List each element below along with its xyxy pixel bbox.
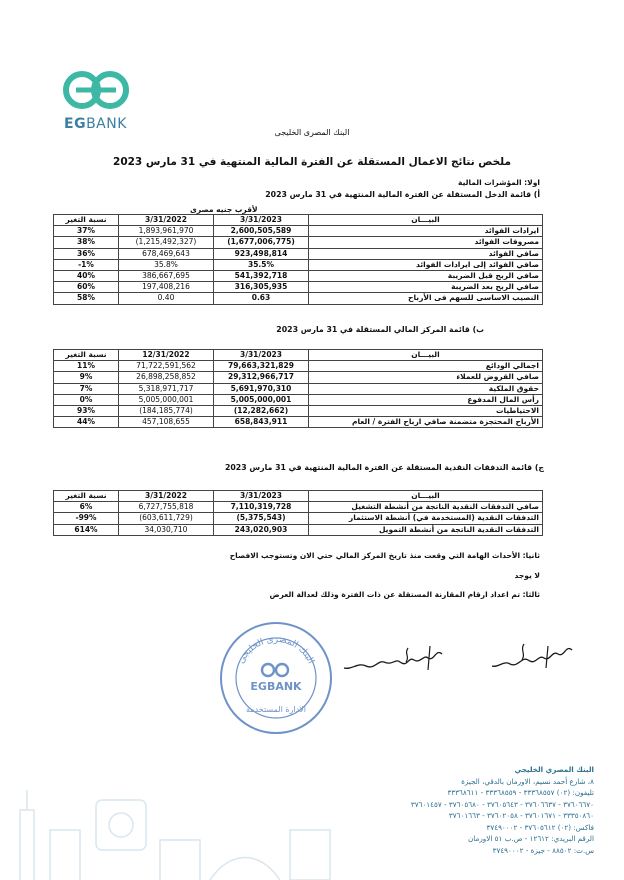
table-row: [54, 383, 543, 394]
cell-cur: 923,498,814: [214, 248, 309, 259]
cell-cur: 316,305,935: [214, 282, 309, 293]
cell-prev: (603,611,729): [119, 513, 214, 524]
cell-prev: 197,408,216: [119, 282, 214, 293]
cell-prev: 386,667,695: [119, 270, 214, 281]
cell-prev: 35.8%: [119, 259, 214, 270]
cell-prev: 71,722,591,562: [119, 361, 214, 372]
col-cur: 3/31/2023: [214, 350, 309, 361]
cell-cur: 243,020,903: [214, 524, 309, 535]
cell-label: التدفقات النقدية الناتجة من أنشطة التمويل: [309, 524, 543, 535]
cell-label: اجمالي الودائع: [309, 361, 543, 372]
cell-change: 614%: [54, 524, 119, 535]
table-row: [54, 502, 543, 513]
col-label: البيـــان: [309, 491, 543, 502]
cell-cur: (12,282,662): [214, 405, 309, 416]
cash-flow-table: [53, 490, 543, 536]
income-statement-table: [53, 214, 543, 305]
cell-change: 7%: [54, 383, 119, 394]
bank-name: البنك المصرى الخليجى: [274, 128, 350, 137]
cell-prev: 1,893,961,970: [119, 226, 214, 237]
table-row: [54, 270, 543, 281]
cell-label: رأس المال المدفوع: [309, 394, 543, 405]
col-prev: 12/31/2022: [119, 350, 214, 361]
cell-cur: (1,677,006,775): [214, 237, 309, 248]
footer-line: س.ت: ٨٨٥٠٢ - جيزة - ٣٧٤٩٠٠٠٢: [492, 845, 594, 855]
table-row: [54, 293, 543, 304]
cell-change: -1%: [54, 259, 119, 270]
cell-label: ايرادات الفوائد: [309, 226, 543, 237]
cell-cur: (5,375,543): [214, 513, 309, 524]
cell-label: النصيب الاساسى للسهم فى الأرباح: [309, 293, 543, 304]
col-prev: 3/31/2022: [119, 215, 214, 226]
cell-change: 60%: [54, 282, 119, 293]
note-none: لا يوجد: [514, 571, 540, 580]
stamp-brand: EGBANK: [250, 680, 302, 693]
col-label: البيـــان: [309, 215, 543, 226]
cell-prev: 0.40: [119, 293, 214, 304]
balance-sheet-table: [53, 349, 543, 428]
table-header-row: [54, 215, 543, 226]
note-second: ثانيا: الأحداث الهامة التي وقعت منذ تاريخ المركز المالي حتي الان وتستوجب الافصاح: [229, 551, 540, 560]
cell-change: 6%: [54, 502, 119, 513]
cell-label: حقوق الملكية: [309, 383, 543, 394]
cell-label: التدفقات النقدية (المستخدمة في) أنشطة الاستثمار: [309, 513, 543, 524]
cell-prev: (184,185,774): [119, 405, 214, 416]
cell-change: 58%: [54, 293, 119, 304]
table-row: [54, 524, 543, 535]
table-row: [54, 372, 543, 383]
cell-cur: 35.5%: [214, 259, 309, 270]
table-row: [54, 282, 543, 293]
cell-change: 40%: [54, 270, 119, 281]
note-third: ثالثا: تم اعداد ارقام المقارنة المستقلة عن ذات الفترة وذلك لعدالة العرض: [269, 590, 540, 599]
col-label: البيـــان: [309, 350, 543, 361]
footer-address: [234, 764, 594, 856]
cell-change: 36%: [54, 248, 119, 259]
cell-label: صافي التدفقات النقدية الناتجة من أنشطة التشغيل: [309, 502, 543, 513]
cell-prev: 5,005,000,001: [119, 394, 214, 405]
footer-line: البنك المصري الخليجي: [514, 765, 594, 774]
table-row: [54, 417, 543, 428]
table-header-row: [54, 491, 543, 502]
table-row: [54, 405, 543, 416]
cell-prev: 34,030,710: [119, 524, 214, 535]
table-row: [54, 237, 543, 248]
table-row: [54, 361, 543, 372]
cell-change: 11%: [54, 361, 119, 372]
cell-cur: 29,312,966,717: [214, 372, 309, 383]
section1-subheading: أ) قائمة الدخل المستقلة عن الفترة المالية المنتهية في 31 مارس 2023: [265, 190, 540, 199]
section2-subheading: ب) قائمة المركز المالي المستقلة في 31 مارس 2023: [276, 325, 484, 334]
cell-label: صافي القروض للعملاء: [309, 372, 543, 383]
cell-label: صافي الفوائد: [309, 248, 543, 259]
cell-cur: 5,691,970,310: [214, 383, 309, 394]
table-header-row: [54, 350, 543, 361]
cell-label: صافي الربح قبل الضريبة: [309, 270, 543, 281]
cell-change: 93%: [54, 405, 119, 416]
table-row: [54, 248, 543, 259]
col-change: نسبة التغير: [54, 350, 119, 361]
signature-2: [488, 640, 578, 676]
cell-prev: (1,215,492,327): [119, 237, 214, 248]
cell-change: -99%: [54, 513, 119, 524]
cell-label: صافي الربح بعد الضريبة: [309, 282, 543, 293]
col-change: نسبة التغير: [54, 215, 119, 226]
col-cur: 3/31/2023: [214, 491, 309, 502]
unit-note: لأقرب جنيه مصرى: [190, 205, 258, 214]
cell-change: 44%: [54, 417, 119, 428]
cell-cur: 658,843,911: [214, 417, 309, 428]
footer-line: تليفون: (٠٢) ٣٣٣٦٨٥٥٧ - ٣٣٣٦٨٥٥٩ - ٣٣٣٦٨٦١١: [447, 788, 594, 797]
footer-line: ٨، شارع أحمد نسيم، الاورمان بالدقي، الجيزة: [461, 776, 594, 786]
cell-label: الأرباح المحتجزة متضمنة صافي ارباح الفترة / العام: [309, 417, 543, 428]
table-row: [54, 259, 543, 270]
cell-cur: 7,110,319,728: [214, 502, 309, 513]
cell-cur: 0.63: [214, 293, 309, 304]
cell-cur: 2,600,505,589: [214, 226, 309, 237]
signature-1: [338, 640, 448, 680]
col-cur: 3/31/2023: [214, 215, 309, 226]
cell-prev: 678,469,643: [119, 248, 214, 259]
stamp-outer-text: البنك المصرى الخليجى: [236, 634, 316, 666]
cell-cur: 79,663,321,829: [214, 361, 309, 372]
footer-line: ٣٧٦٠٦٦٧٠ - ٣٧٦٠٦٦٣٧ - ٣٧٦٠٥٦٤٣ - ٣٧٦٠٥٦٨٠ - ٣٧٦٠١٤٥٧: [410, 799, 594, 809]
stamp-inner-text: الادارة المستخدمة: [246, 705, 306, 714]
page-title: ملخص نتائج الاعمال المستقلة عن الفترة المالية المنتهية في 31 مارس 2023: [113, 156, 511, 168]
svg-text:البنك المصرى الخليجى: [236, 635, 315, 666]
cell-cur: 541,392,718: [214, 270, 309, 281]
cell-label: مصروفات الفوائد: [309, 237, 543, 248]
cell-prev: 5,318,971,717: [119, 383, 214, 394]
bank-stamp: [218, 620, 334, 736]
cell-change: 37%: [54, 226, 119, 237]
table-row: [54, 513, 543, 524]
table-row: [54, 226, 543, 237]
footer-line: الرقم البريدي: ١٢٦١٢ - ص.ب ٥١ الاورمان: [468, 834, 594, 843]
col-change: نسبة التغير: [54, 491, 119, 502]
cell-label: صافي الفوائد إلى ايرادات الفوائد: [309, 259, 543, 270]
table-row: [54, 394, 543, 405]
section1-heading: اولا: المؤشرات المالية: [458, 178, 540, 187]
col-prev: 3/31/2022: [119, 491, 214, 502]
cell-prev: 457,108,655: [119, 417, 214, 428]
cell-change: 38%: [54, 237, 119, 248]
cell-change: 9%: [54, 372, 119, 383]
cell-prev: 6,727,755,818: [119, 502, 214, 513]
cell-cur: 5,005,000,001: [214, 394, 309, 405]
cell-change: 0%: [54, 394, 119, 405]
footer-line: ٣٣٣٥٠٨٦٠ - ٣٧٦٠١٦٧١ - ٣٧٦٠٢٠٥٨ - ٣٧٦٠١٦٦٣: [448, 811, 594, 820]
cell-label: الاحتياطيات: [309, 405, 543, 416]
wordmark-bank: BANK: [86, 116, 127, 132]
wordmark-eg: EG: [64, 116, 87, 132]
cell-prev: 26,898,258,852: [119, 372, 214, 383]
section3-subheading: ج) قائمة التدفقات النقدية المستقلة عن الفترة المالية المنتهية في 31 مارس 2023: [224, 463, 544, 472]
footer-line: فاكس: (٠٢) ٣٧٦٠٥٦١٢ - ٣٧٤٩٠٠٠٢: [486, 822, 594, 832]
